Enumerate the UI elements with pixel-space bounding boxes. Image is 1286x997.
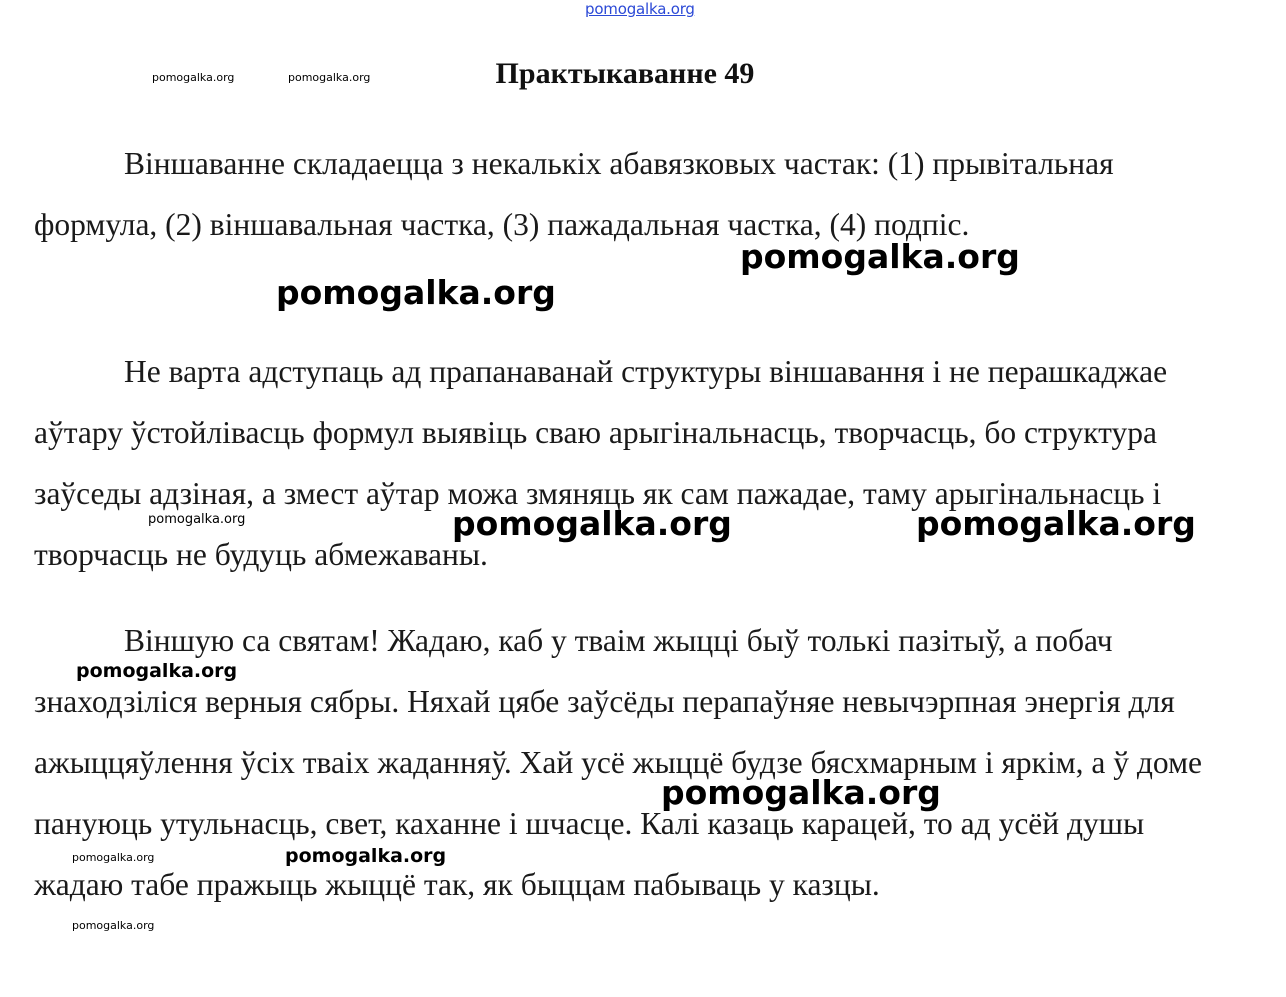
watermark: pomogalka.org bbox=[152, 71, 235, 84]
watermark: pomogalka.org bbox=[661, 773, 941, 812]
watermark: pomogalka.org bbox=[285, 845, 447, 867]
paragraph-1: Віншаванне складаецца з некалькіх абавязковых частак: (1) прывітальная формула, (2) віншавальная частка, (3) пажадальная частка, (4) подпіс. bbox=[34, 146, 1114, 242]
paragraph-2: Не варта адступаць ад прапанаванай структуры віншавання і не перашкаджае аўтару ўстойлівасць формул выявіць сваю арыгінальнасць, творчасць, бо структура заўседы адзіная, а змест аўтар можа змяняць як сам пажадае, таму арыгінальнасць і творчасць не будуць абмежаваны. bbox=[34, 354, 1168, 572]
watermark: pomogalka.org bbox=[452, 504, 732, 543]
watermark: pomogalka.org bbox=[276, 273, 556, 312]
watermark: pomogalka.org bbox=[148, 512, 246, 527]
paragraph-3: Віншую са святам! Жадаю, каб у тваім жыцці быў толькі пазітыў, а побач знаходзіліся верныя сябры. Няхай цябе заўсёды перапаўняе невычэрпная энергія для ажыццяўлення ўсіх тваіх жаданняў. Хай усё жыццё будзе бясхмарным і яркім, а ў доме пануюць утульнасць, свет, каханне і шчасце. Калі казаць карацей, то ад усёй душы жадаю табе пражыць жыццё так, як быццам пабываць у казцы. bbox=[34, 623, 1202, 902]
watermark: pomogalka.org bbox=[72, 919, 155, 932]
page-title: Практыкаванне 49 bbox=[495, 57, 755, 90]
watermark: pomogalka.org bbox=[740, 237, 1020, 276]
site-link[interactable]: pomogalka.org bbox=[585, 0, 695, 18]
watermark: pomogalka.org bbox=[288, 71, 371, 84]
watermark: pomogalka.org bbox=[916, 504, 1196, 543]
watermark: pomogalka.org bbox=[72, 851, 155, 864]
watermark: pomogalka.org bbox=[76, 660, 238, 682]
